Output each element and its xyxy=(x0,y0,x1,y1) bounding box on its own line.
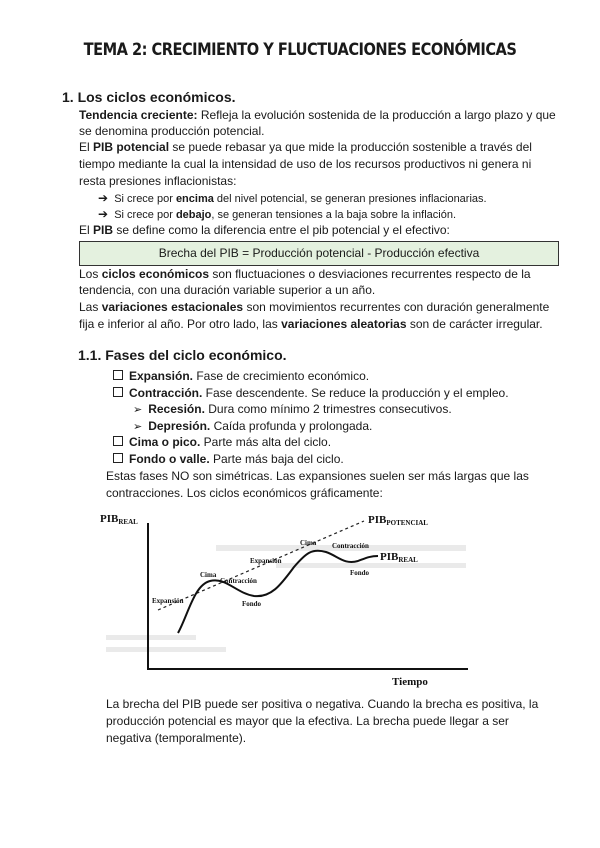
text: Si crece por xyxy=(114,209,176,221)
paragraph-line: La brecha del PIB puede ser positiva o negativa. Cuando la brecha es positiva, la xyxy=(106,697,539,711)
section-heading-ciclos: 1. Los ciclos económicos. xyxy=(62,89,236,105)
text: son de carácter irregular. xyxy=(406,317,543,331)
term-variaciones-aleatorias: variaciones aleatorias xyxy=(281,317,407,331)
list-item-fondo xyxy=(113,451,344,467)
text: Fase de crecimiento económico. xyxy=(193,369,370,383)
text: se puede rebasar ya que mide la producción sostenible a través del xyxy=(169,140,532,154)
paragraph-line: producción potencial es mayor que la efectiva. La brecha puede llegar a ser xyxy=(106,714,509,728)
term-debajo: debajo xyxy=(175,209,212,221)
y-axis-label: PIBREAL xyxy=(100,513,138,526)
paragraph-ciclos xyxy=(79,266,531,283)
paragraph-line xyxy=(79,316,543,333)
paragraph-pib-potencial xyxy=(79,139,532,156)
list-item-contraccion xyxy=(113,385,509,401)
text: El xyxy=(79,223,94,237)
paragraph-line: contracciones. Los ciclos económicos gráficamente: xyxy=(106,486,383,500)
arrow-right-icon: ➔ xyxy=(98,191,109,205)
text: fija e inferior al año. Por otro lado, las xyxy=(79,317,282,331)
formula-box: Brecha del PIB = Producción potencial - Producción efectiva xyxy=(79,241,559,266)
paragraph-pib-def xyxy=(79,222,450,239)
text: se define como la diferencia entre el pib potencial y el efectivo: xyxy=(113,223,450,237)
list-item-expansion xyxy=(113,368,369,384)
checkbox-bullet-icon xyxy=(113,436,123,446)
label-contraccion-2: Contracción xyxy=(332,542,369,550)
x-axis-label: Tiempo xyxy=(392,676,428,688)
text: Caída profunda y prolongada. xyxy=(210,419,373,433)
term: Fondo o valle. xyxy=(129,452,210,466)
paragraph-line: Estas fases NO son simétricas. Las expansiones suelen ser más largas que las xyxy=(106,469,529,483)
paragraph-line: se denomina producción potencial. xyxy=(79,124,265,138)
label-fondo-1: Fondo xyxy=(242,600,262,608)
paragraph-tendencia xyxy=(79,107,556,124)
label-expansion-2: Expansión xyxy=(250,557,282,565)
term: Recesión. xyxy=(148,402,205,416)
term-variaciones-estacionales: variaciones estacionales xyxy=(101,300,244,314)
text: Parte más baja del ciclo. xyxy=(209,452,344,466)
text: del nivel potencial, se generan presiones inflacionarias. xyxy=(213,193,487,205)
text: Si crece por xyxy=(114,193,176,205)
real-label: PIBREAL xyxy=(380,551,418,564)
arrow-right-icon: ➔ xyxy=(98,207,109,221)
paragraph-line: negativa (temporalmente). xyxy=(106,731,247,745)
section-heading-fases: 1.1. Fases del ciclo económico. xyxy=(78,347,287,363)
bullet-debajo xyxy=(98,206,456,224)
checkbox-bullet-icon xyxy=(113,453,123,463)
term-pib-potencial: PIB potencial xyxy=(93,140,170,154)
business-cycle-figure xyxy=(96,505,476,690)
list-item-depresion xyxy=(133,418,372,435)
label-expansion-1: Expansión xyxy=(152,597,184,605)
text: Refleja la evolución sostenida de la producción a largo plazo y que xyxy=(197,108,556,122)
text: son fluctuaciones o desviaciones recurrentes respecto de la xyxy=(209,267,531,281)
term-ciclos: ciclos económicos xyxy=(101,267,210,281)
term-tendencia: Tendencia creciente: xyxy=(79,108,198,122)
paragraph-line: tendencia, con una duración variable superior a un año. xyxy=(79,283,376,297)
list-item-cima xyxy=(113,434,331,450)
text: Fase descendente. Se reduce la producción y el empleo. xyxy=(202,386,509,400)
page-title: TEMA 2: CRECIMIENTO Y FLUCTUACIONES ECONÓMICAS xyxy=(83,40,517,60)
label-contraccion-1: Contracción xyxy=(220,577,257,585)
term-encima: encima xyxy=(175,193,214,205)
label-cima-1: Cima xyxy=(200,571,217,579)
label-cima-2: Cima xyxy=(300,539,317,547)
arrowhead-bullet-icon: ➢ xyxy=(133,421,143,433)
term: Cima o pico. xyxy=(129,435,201,449)
bullet-encima xyxy=(98,190,487,208)
text: Parte más alta del ciclo. xyxy=(200,435,332,449)
arrowhead-bullet-icon: ➢ xyxy=(133,404,143,416)
text: Dura como mínimo 2 trimestres consecutivos. xyxy=(204,402,452,416)
term: Contracción. xyxy=(129,386,203,400)
potential-label: PIBPOTENCIAL xyxy=(368,514,428,527)
paragraph-variaciones xyxy=(79,299,549,316)
text: Los xyxy=(79,267,102,281)
list-item-recesion xyxy=(133,401,452,418)
text: , se generan tensiones a la baja sobre la inflación. xyxy=(211,209,456,221)
label-fondo-2: Fondo xyxy=(350,569,370,577)
text: son movimientos recurrentes con duración generalmente xyxy=(243,300,550,314)
paragraph-line: tiempo mediante la cual la intensidad de uso de los recursos productivos ni genera ni xyxy=(79,157,532,171)
checkbox-bullet-icon xyxy=(113,387,123,397)
text: El xyxy=(79,140,94,154)
paragraph-line: resta presiones inflacionistas: xyxy=(79,174,237,188)
text: Las xyxy=(79,300,102,314)
term: Depresión. xyxy=(148,419,211,433)
term: Expansión. xyxy=(129,369,194,383)
checkbox-bullet-icon xyxy=(113,370,123,380)
term-pib: PIB xyxy=(93,223,114,237)
